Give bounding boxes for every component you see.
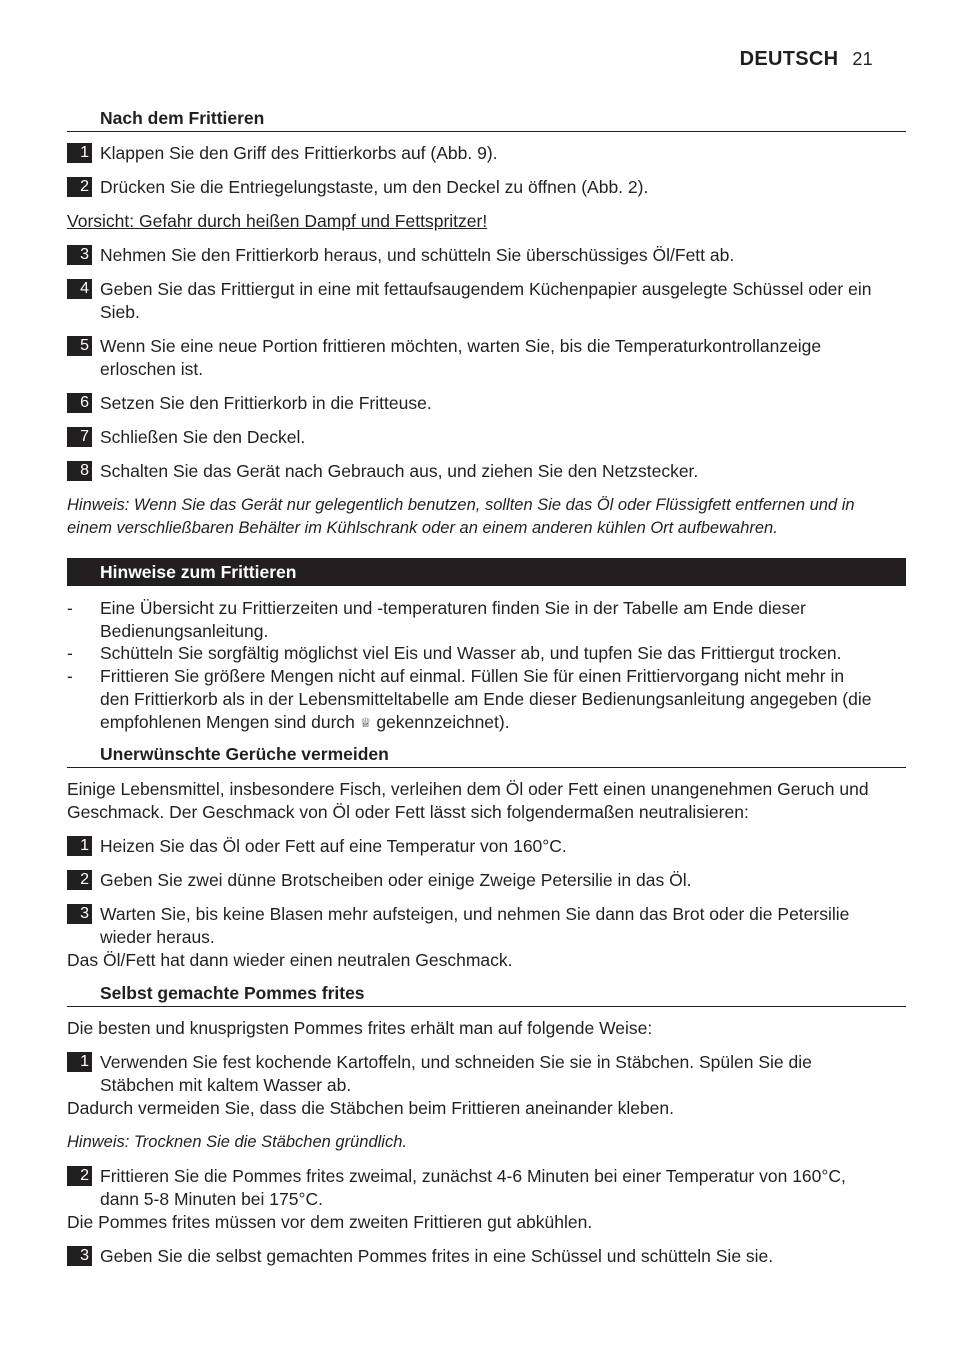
step-number: 2: [67, 1166, 92, 1186]
step-number: 3: [67, 245, 92, 265]
bullet-dash: -: [67, 598, 73, 618]
step-text: Warten Sie, bis keine Blasen mehr aufsteigen, und nehmen Sie dann das Brot oder die Petersilie wieder heraus.: [100, 904, 850, 947]
step-text: Geben Sie die selbst gemachten Pommes frites in eine Schüssel und schütteln Sie sie.: [100, 1246, 774, 1266]
step-text: Verwenden Sie fest kochende Kartoffeln, und schneiden Sie sie in Stäbchen. Spülen Sie die Stäbchen mit kaltem Wasser ab.: [100, 1052, 812, 1095]
step-number: 2: [67, 177, 92, 197]
step-fries-1: [67, 1051, 873, 1097]
section-heading-tips: Hinweise zum Frittieren: [67, 558, 906, 586]
step-number: 4: [67, 279, 92, 299]
step-after-frying-6: [67, 392, 873, 415]
fries-intro: Die besten und knusprigsten Pommes frites erhält man auf folgende Weise:: [67, 1018, 653, 1038]
tip-item: [67, 665, 873, 734]
language-label: DEUTSCH: [739, 48, 839, 70]
fries-step2-result: Die Pommes frites müssen vor dem zweiten Frittieren gut abkühlen.: [67, 1212, 593, 1232]
step-number: 7: [67, 427, 92, 447]
step-text: Drücken Sie die Entriegelungstaste, um den Deckel zu öffnen (Abb. 2).: [100, 177, 649, 197]
step-after-frying-5: [67, 335, 873, 381]
section-heading-after-frying: Nach dem Frittieren: [67, 107, 906, 132]
tip-text: Eine Übersicht zu Frittierzeiten und -temperaturen finden Sie in der Tabelle am Ende dieser Bedienungsanleitung.: [100, 598, 806, 641]
step-number: 2: [67, 870, 92, 890]
step-text: Nehmen Sie den Frittierkorb heraus, und schütteln Sie überschüssiges Öl/Fett ab.: [100, 245, 735, 265]
step-after-frying-7: [67, 426, 873, 449]
step-odors-1: [67, 835, 873, 858]
step-number: 1: [67, 836, 92, 856]
bullet-dash: -: [67, 643, 73, 663]
step-number: 1: [67, 143, 92, 163]
step-after-frying-4: [67, 278, 873, 324]
warning-text: Vorsicht: Gefahr durch heißen Dampf und Fettspritzer!: [67, 211, 488, 231]
step-text: Geben Sie das Frittiergut in eine mit fettaufsaugendem Küchenpapier ausgelegte Schüssel oder ein Sieb.: [100, 279, 872, 322]
step-after-frying-1: [67, 142, 873, 165]
step-number: 3: [67, 904, 92, 924]
step-number: 3: [67, 1246, 92, 1266]
bullet-dash: -: [67, 666, 73, 686]
step-text: Heizen Sie das Öl oder Fett auf eine Temperatur von 160°C.: [100, 836, 567, 856]
step-fries-2: [67, 1165, 873, 1211]
step-number: 5: [67, 336, 92, 356]
step-odors-3: [67, 903, 873, 949]
tip-item: [67, 642, 873, 665]
step-text: Setzen Sie den Frittierkorb in die Fritteuse.: [100, 393, 432, 413]
recommended-quantity-icon: ♕: [359, 715, 372, 730]
odors-result: Das Öl/Fett hat dann wieder einen neutralen Geschmack.: [67, 950, 513, 970]
step-number: 6: [67, 393, 92, 413]
note-fries: Hinweis: Trocknen Sie die Stäbchen gründlich.: [67, 1133, 407, 1151]
page-number: 21: [852, 49, 873, 69]
tip-item: [67, 597, 873, 643]
step-text: Wenn Sie eine neue Portion frittieren möchten, warten Sie, bis die Temperaturkontrollanzeige erloschen ist.: [100, 336, 822, 379]
step-number: 1: [67, 1052, 92, 1072]
step-fries-3: [67, 1245, 873, 1268]
fries-step1-result: Dadurch vermeiden Sie, dass die Stäbchen beim Frittieren aneinander kleben.: [67, 1098, 675, 1118]
odors-intro: Einige Lebensmittel, insbesondere Fisch, verleihen dem Öl oder Fett einen unangenehmen Geruch und Geschmack. Der Geschmack von Öl oder Fett lässt sich folgendermaßen neutralisieren:: [67, 779, 869, 822]
page-header: [740, 48, 873, 71]
note-after-frying: Hinweis: Wenn Sie das Gerät nur gelegentlich benutzen, sollten Sie das Öl oder Flüssigfett entfernen und in einem verschließbaren Behälter im Kühlschrank oder an einem anderen kühlen Ort aufbewahren.: [67, 496, 855, 537]
step-odors-2: [67, 869, 873, 892]
step-text: Klappen Sie den Griff des Frittierkorbs auf (Abb. 9).: [100, 143, 498, 163]
tip-text: Frittieren Sie größere Mengen nicht auf einmal. Füllen Sie für einen Frittiervorgang nicht mehr in den Frittierkorb als in der Lebensmitteltabelle am Ende dieser Bedienungsanleitung angegeben (die empfohlenen Mengen sind durch: [100, 666, 872, 732]
section-heading-odors: Unerwünschte Gerüche vermeiden: [67, 743, 906, 768]
tip-text: Schütteln Sie sorgfältig möglichst viel Eis und Wasser ab, und tupfen Sie das Frittiergut trocken.: [100, 643, 842, 663]
section-heading-fries: Selbst gemachte Pommes frites: [67, 982, 906, 1007]
step-after-frying-2: [67, 176, 873, 199]
step-text: Frittieren Sie die Pommes frites zweimal, zunächst 4-6 Minuten bei einer Temperatur von 160°C, dann 5-8 Minuten bei 175°C.: [100, 1166, 846, 1209]
step-text: Schließen Sie den Deckel.: [100, 427, 306, 447]
step-after-frying-3: [67, 244, 873, 267]
step-text: Geben Sie zwei dünne Brotscheiben oder einige Zweige Petersilie in das Öl.: [100, 870, 692, 890]
step-text: Schalten Sie das Gerät nach Gebrauch aus, und ziehen Sie den Netzstecker.: [100, 461, 699, 481]
tip-text-end: gekennzeichnet).: [376, 712, 510, 732]
step-number: 8: [67, 461, 92, 481]
step-after-frying-8: [67, 460, 873, 483]
